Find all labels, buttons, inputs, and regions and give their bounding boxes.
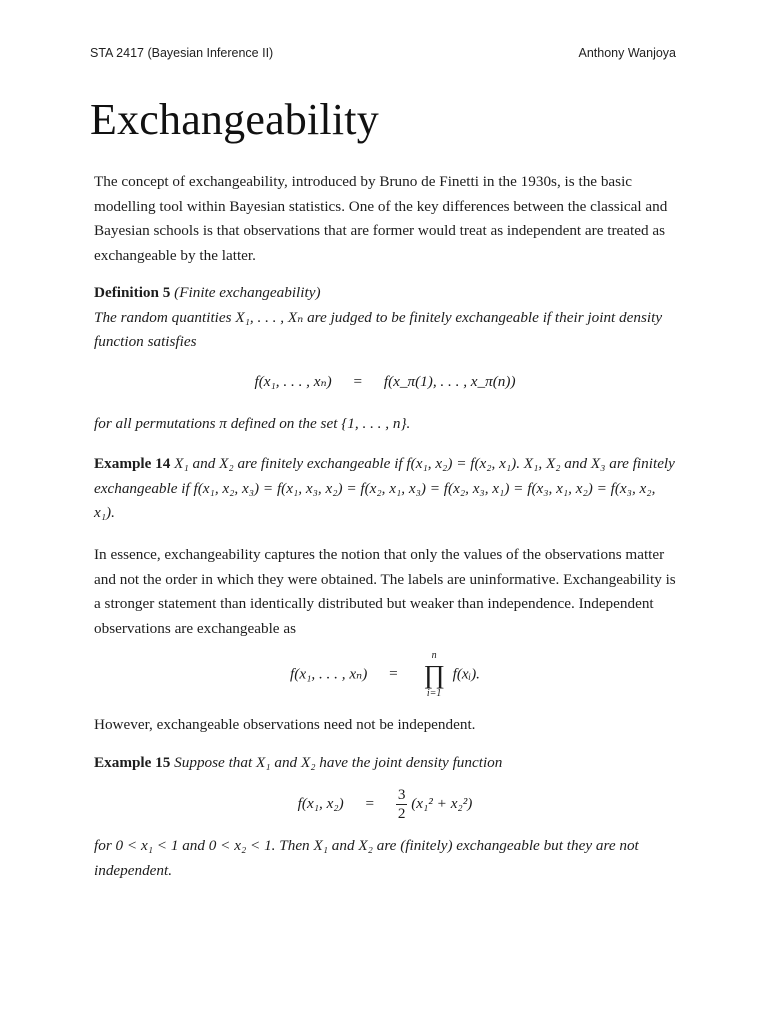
example-15-eq-sign: = <box>365 794 375 812</box>
example-15-equation <box>94 786 676 823</box>
product-eq-lhs: f(x₁, . . . , xₙ) <box>290 665 368 683</box>
page-title: Exchangeability <box>90 95 379 144</box>
example-14-label: Example 14 <box>94 455 171 472</box>
definition-equation <box>94 372 676 391</box>
product-lower-limit: i=1 <box>426 688 442 699</box>
course-title: STA 2417 (Bayesian Inference II) <box>90 46 274 60</box>
fraction-numerator: 3 <box>397 786 406 803</box>
example-15-text: Suppose that X₁ and X₂ have the joint density function <box>174 754 503 771</box>
product-operator <box>423 650 444 700</box>
intro-paragraph: The concept of exchangeability, introduced by Bruno de Finetti in the 1930s, is the basic modelling tool within Bayesian statistics. One of the key differences between the classical and Bayesian schools is that observations that are former would treat as independent are treated as exchangeable by the latter. <box>94 173 668 264</box>
product-eq-sign: = <box>389 665 398 683</box>
definition-name: (Finite exchangeability) <box>174 284 321 301</box>
definition-eq-rhs: f(x_π(1), . . . , x_π(n)) <box>383 373 516 390</box>
fraction-denominator: 2 <box>397 805 406 822</box>
product-upper-limit: n <box>431 650 437 661</box>
example-15 <box>94 751 676 776</box>
product-eq-rhs: f(xᵢ). <box>452 665 480 683</box>
example-15-label: Example 15 <box>94 754 171 771</box>
definition-text: The random quantities X₁, . . . , Xₙ are judged to be finitely exchangeable if their joint density function satisfies <box>94 308 663 351</box>
example-15-eq-rhs: (x₁² + x₂²) <box>411 794 473 812</box>
fraction <box>396 786 408 823</box>
definition-eq-lhs: f(x₁, . . . , xₙ) <box>254 373 332 390</box>
essence-paragraph: In essence, exchangeability captures the notion that only the values of the observations matter and not the order in which they were obtained. The labels are uninformative. Exchangeability is a stronger statement than identically distributed but weaker than independence. Independent observations are exchangeable as <box>94 546 676 637</box>
definition-after: for all permutations π defined on the set {1, . . . , n}. <box>94 415 411 432</box>
example-15-eq-lhs: f(x₁, x₂) <box>297 794 344 812</box>
product-symbol: ∏ <box>423 660 445 689</box>
product-equation <box>94 650 676 700</box>
page-header <box>90 46 676 66</box>
definition-label: Definition 5 <box>94 284 171 301</box>
definition-5 <box>94 281 676 355</box>
example-15-after: for 0 < x₁ < 1 and 0 < x₂ < 1. Then X₁ and X₂ are (finitely) exchangeable but they are not independent. <box>94 837 639 879</box>
definition-eq-sign: = <box>353 373 363 390</box>
example-14-text: X₁ and X₂ are finitely exchangeable if f(x₁, x₂) = f(x₂, x₁). X₁, X₂ and X₃ are finitely exchangeable if f(x₁, x₂, x₃) = f(x₁, x₃, x₂) = f(x₂, x₁, x₃) = f(x₂, x₃, x₁) = f(x₃, x₁, x₂) = f(x₃, x₂, x₁). <box>94 455 675 522</box>
author-name: Anthony Wanjoya <box>578 46 676 60</box>
example-14 <box>94 452 676 526</box>
however-paragraph: However, exchangeable observations need not be independent. <box>94 716 476 733</box>
